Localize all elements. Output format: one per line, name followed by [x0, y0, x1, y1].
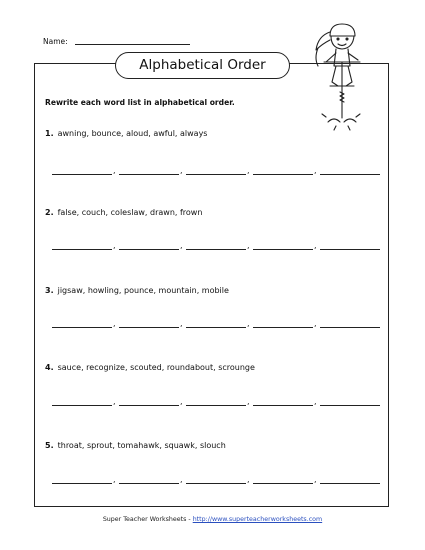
answer-blank[interactable]: [253, 165, 313, 175]
answer-row-1: [52, 165, 382, 175]
answer-blank[interactable]: [253, 474, 313, 484]
comma: ,: [180, 166, 183, 175]
answer-blank[interactable]: [52, 240, 112, 250]
footer-separator: -: [186, 516, 193, 523]
answer-blank[interactable]: [253, 396, 313, 406]
comma: ,: [247, 475, 250, 484]
answer-blank[interactable]: [119, 396, 179, 406]
footer-site-name: Super Teacher Worksheets: [102, 516, 187, 523]
answer-blank[interactable]: [119, 318, 179, 328]
answer-blank[interactable]: [320, 165, 380, 175]
word-list: jigsaw, howling, pounce, mountain, mobile: [57, 286, 229, 295]
name-field-line[interactable]: [75, 44, 190, 45]
answer-row-2: [52, 240, 382, 250]
question-3: [45, 286, 229, 295]
question-number: 3.: [45, 286, 54, 295]
answer-blank[interactable]: [253, 318, 313, 328]
answer-blank[interactable]: [253, 240, 313, 250]
answer-blank[interactable]: [186, 318, 246, 328]
comma: ,: [180, 319, 183, 328]
comma: ,: [113, 397, 116, 406]
comma: ,: [247, 397, 250, 406]
answer-blank[interactable]: [52, 396, 112, 406]
comma: ,: [247, 166, 250, 175]
comma: ,: [113, 319, 116, 328]
answer-blank[interactable]: [119, 240, 179, 250]
word-list: false, couch, coleslaw, drawn, frown: [57, 208, 203, 217]
page-title: Alphabetical Order: [115, 52, 290, 79]
question-4: [45, 363, 255, 372]
comma: ,: [314, 241, 317, 250]
answer-blank[interactable]: [320, 240, 380, 250]
word-list: awning, bounce, aloud, awful, always: [57, 129, 208, 138]
footer-link[interactable]: http://www.superteacherworksheets.com: [192, 516, 323, 523]
answer-blank[interactable]: [119, 165, 179, 175]
comma: ,: [113, 241, 116, 250]
comma: ,: [180, 241, 183, 250]
question-2: [45, 208, 202, 217]
name-label: Name:: [43, 37, 68, 46]
page-footer: [0, 516, 425, 523]
answer-row-3: [52, 318, 382, 328]
answer-blank[interactable]: [320, 474, 380, 484]
answer-blank[interactable]: [52, 318, 112, 328]
answer-blank[interactable]: [186, 240, 246, 250]
comma: ,: [314, 475, 317, 484]
answer-row-5: [52, 474, 382, 484]
pogo-girl-illustration: [300, 18, 375, 138]
question-5: [45, 441, 226, 450]
word-list: throat, sprout, tomahawk, squawk, slouch: [57, 441, 226, 450]
answer-blank[interactable]: [119, 474, 179, 484]
comma: ,: [180, 397, 183, 406]
comma: ,: [314, 397, 317, 406]
question-number: 2.: [45, 208, 54, 217]
answer-blank[interactable]: [320, 396, 380, 406]
word-list: sauce, recognize, scouted, roundabout, scrounge: [57, 363, 255, 372]
question-number: 4.: [45, 363, 54, 372]
answer-blank[interactable]: [186, 165, 246, 175]
question-number: 1.: [45, 129, 54, 138]
answer-blank[interactable]: [186, 474, 246, 484]
answer-blank[interactable]: [52, 165, 112, 175]
answer-row-4: [52, 396, 382, 406]
comma: ,: [247, 319, 250, 328]
question-number: 5.: [45, 441, 54, 450]
comma: ,: [113, 166, 116, 175]
comma: ,: [113, 475, 116, 484]
comma: ,: [314, 319, 317, 328]
instructions: Rewrite each word list in alphabetical order.: [45, 98, 235, 107]
comma: ,: [247, 241, 250, 250]
answer-blank[interactable]: [52, 474, 112, 484]
comma: ,: [314, 166, 317, 175]
answer-blank[interactable]: [320, 318, 380, 328]
comma: ,: [180, 475, 183, 484]
answer-blank[interactable]: [186, 396, 246, 406]
question-1: [45, 129, 207, 138]
